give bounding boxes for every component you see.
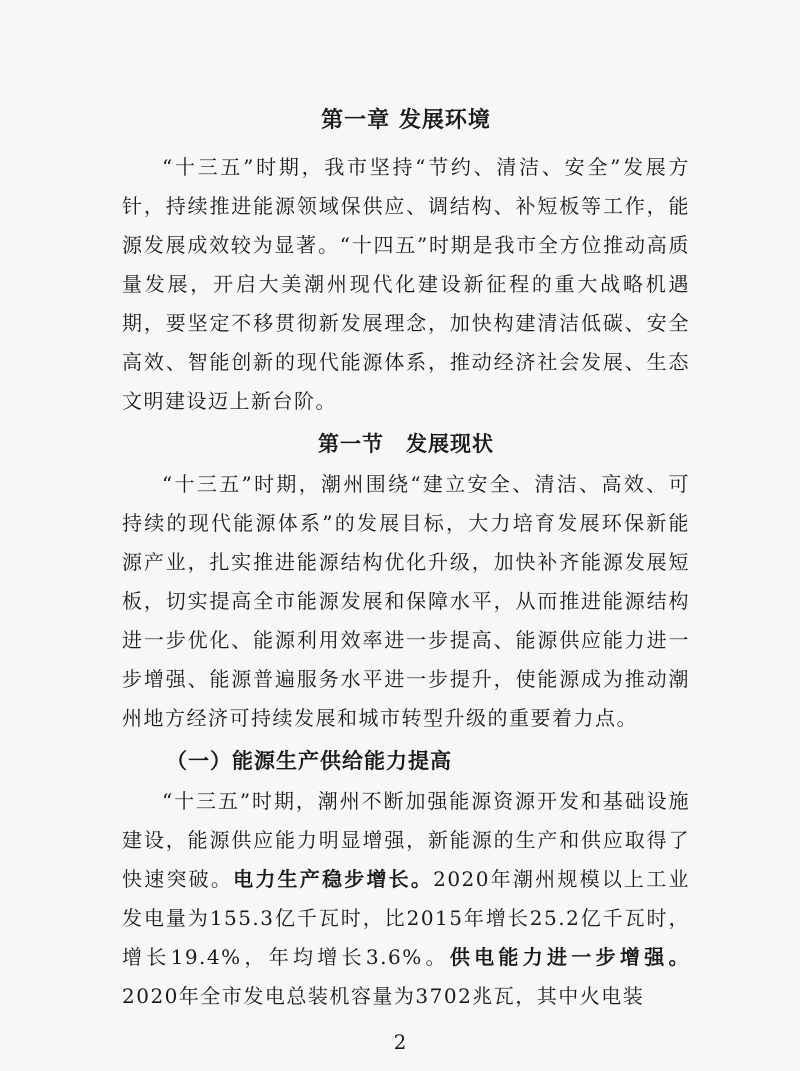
page-number: 2 <box>393 1030 407 1054</box>
section-title: 第一节 发展现状 <box>318 432 494 456</box>
paragraph-text: 2020年全市发电总装机容量为3702兆瓦，其中火电装 <box>122 984 645 1008</box>
bold-lead-power-supply: 供电能力进一步增强。 <box>449 945 690 969</box>
subsection-paragraph <box>122 782 690 1016</box>
bold-lead-power-production: 电力生产稳步增长。 <box>233 867 434 891</box>
subsection-title: （一）能源生产供给能力提高 <box>166 749 452 773</box>
section-paragraph: “十三五”时期，潮州围绕“建立安全、清洁、高效、可持续的现代能源体系”的发展目标，大力培育发展环保新能源产业，扎实推进能源结构优化升级，加快补齐能源发展短板，切实提高全市能源发展和保障水平，从而推进能源结构进一步优化、能源利用效率进一步提高、能源供应能力进一步增强、能源普遍服务水平进一步提升，使能源成为推动潮州地方经济可持续发展和城市转型升级的重要着力点。 <box>122 472 690 730</box>
chapter-title: 第一章 发展环境 <box>321 108 491 133</box>
intro-paragraph: “十三五”时期，我市坚持“节约、清洁、安全”发展方针，持续推进能源领域保供应、调结构、补短板等工作，能源发展成效较为显著。“十四五”时期是我市全方位推动高质量发展，开启大美潮州现代化建设新征程的重大战略机遇期，要坚定不移贯彻新发展理念，加快构建清洁低碳、安全高效、智能创新的现代能源体系，推动经济社会发展、生态文明建设迈上新台阶。 <box>122 155 690 413</box>
paragraph-text: “十三五”时期，潮州不断加强能源资源开发和基础设施建设，能源供应能力明显增强，新能源的生产和供应取得了快速突破。 <box>122 789 690 891</box>
paragraph-text: 2020年潮州规模以上工业发电量为155.3亿千瓦时，比2015年增长25.2亿千瓦时，增长19.4%，年均增长3.6%。 <box>122 867 691 969</box>
